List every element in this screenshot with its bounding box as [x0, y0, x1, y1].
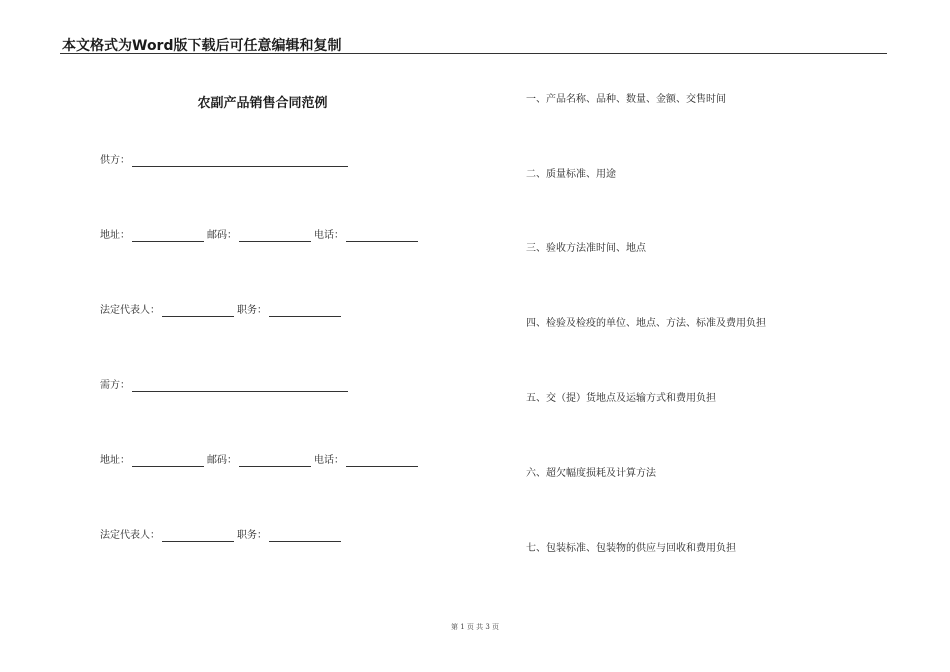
- supplier-address-label: 地址：: [100, 230, 130, 241]
- buyer-address-blank: [132, 454, 204, 467]
- supplier-title-blank: [269, 304, 341, 317]
- section-4: 四、检验及检疫的单位、地点、方法、标准及费用负担: [526, 318, 766, 329]
- buyer-row: [100, 377, 351, 393]
- buyer-rep-label: 法定代表人：: [100, 530, 160, 541]
- supplier-address-blank: [132, 229, 204, 242]
- supplier-phone-label: 电话：: [314, 230, 344, 241]
- section-7: 七、包装标准、包装物的供应与回收和费用负担: [526, 543, 736, 554]
- buyer-rep-row: [100, 527, 344, 543]
- buyer-rep-blank: [162, 529, 234, 542]
- section-3: 三、验收方法准时间、地点: [526, 243, 646, 254]
- header-title: 本文格式为Word版下载后可任意编辑和复制: [62, 38, 342, 54]
- buyer-label: 需方：: [100, 380, 130, 391]
- supplier-rep-row: [100, 302, 344, 318]
- supplier-postcode-blank: [239, 229, 311, 242]
- buyer-blank: [132, 379, 348, 392]
- supplier-phone-blank: [346, 229, 418, 242]
- buyer-postcode-blank: [239, 454, 311, 467]
- document-title: 农副产品销售合同范例: [197, 96, 328, 111]
- buyer-postcode-label: 邮码：: [207, 455, 237, 466]
- section-2: 二、质量标准、用途: [526, 169, 616, 180]
- page-number: 第 1 页 共 3 页: [450, 623, 500, 631]
- buyer-phone-label: 电话：: [314, 455, 344, 466]
- supplier-row: [100, 152, 351, 168]
- supplier-rep-label: 法定代表人：: [100, 305, 160, 316]
- supplier-postcode-label: 邮码：: [207, 230, 237, 241]
- section-5: 五、交（提）货地点及运输方式和费用负担: [526, 393, 716, 404]
- supplier-contact-row: [100, 227, 421, 243]
- buyer-phone-blank: [346, 454, 418, 467]
- section-6: 六、超欠幅度损耗及计算方法: [526, 468, 656, 479]
- buyer-address-label: 地址：: [100, 455, 130, 466]
- header-divider: [60, 53, 887, 54]
- supplier-label: 供方：: [100, 155, 130, 166]
- buyer-contact-row: [100, 452, 421, 468]
- supplier-blank: [132, 154, 348, 167]
- buyer-title-label: 职务：: [237, 530, 267, 541]
- supplier-rep-blank: [162, 304, 234, 317]
- buyer-title-blank: [269, 529, 341, 542]
- supplier-title-label: 职务：: [237, 305, 267, 316]
- section-1: 一、产品名称、品种、数量、金额、交售时间: [526, 94, 726, 105]
